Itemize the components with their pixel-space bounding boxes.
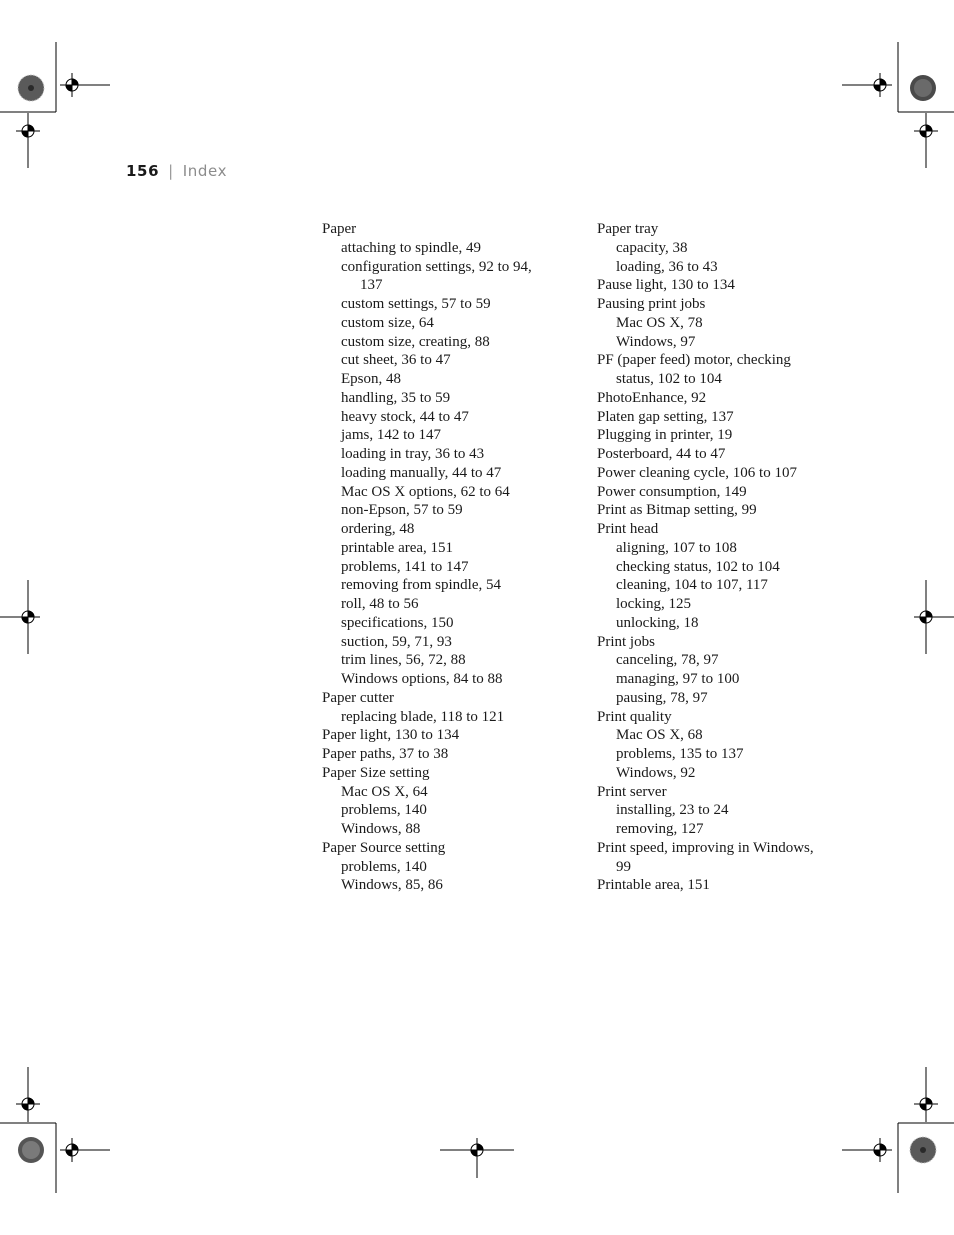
entry-text: Paper Size setting <box>322 764 430 781</box>
entry-text: Paper <box>322 221 357 237</box>
entry-text: problems, 140 <box>341 858 427 875</box>
entry-text: custom size, creating, 88 <box>341 333 490 350</box>
index-subentry <box>597 764 832 783</box>
index-entry <box>597 501 832 520</box>
crosshair-registration-icon <box>842 73 892 97</box>
index-subentry <box>322 595 562 614</box>
entry-text: Posterboard, 44 to 47 <box>597 446 726 462</box>
index-column-left <box>322 220 562 895</box>
index-subentry <box>597 258 832 277</box>
index-entry <box>597 426 832 445</box>
entry-text: Paper tray <box>597 221 659 237</box>
entry-text: locking, 125 <box>616 596 691 612</box>
entry-text: Windows, 88 <box>341 821 421 837</box>
index-subentry <box>322 295 562 314</box>
index-subentry <box>322 558 562 577</box>
crosshair-registration-icon <box>16 1067 40 1122</box>
index-entry <box>597 783 832 802</box>
entry-text: Printable area, 151 <box>597 877 710 894</box>
entry-text: printable area, 151 <box>341 539 454 556</box>
index-entry <box>597 520 832 539</box>
index-subentry <box>597 576 832 595</box>
index-subentry <box>597 820 832 839</box>
starburst-target-icon <box>910 1137 936 1163</box>
crosshair-registration-icon <box>440 1138 514 1178</box>
entry-text: Mac OS X, 68 <box>616 727 703 744</box>
index-subentry <box>322 333 562 352</box>
index-subentry <box>322 426 562 445</box>
entry-text: Paper cutter <box>322 689 395 706</box>
entry-text: Windows options, 84 to 88 <box>341 671 503 687</box>
entry-continuation: 137 <box>360 277 383 294</box>
entry-text: problems, 141 to 147 <box>341 558 469 575</box>
index-entry <box>322 745 562 764</box>
index-entry <box>322 220 562 239</box>
crosshair-registration-icon <box>914 1067 938 1122</box>
index-entry <box>597 445 832 464</box>
index-subentry <box>322 314 562 333</box>
index-entry <box>597 276 832 295</box>
index-subentry <box>322 258 562 296</box>
index-subentry <box>322 389 562 408</box>
index-subentry <box>597 595 832 614</box>
crosshair-registration-icon <box>842 1138 892 1162</box>
entry-text: removing from spindle, 54 <box>341 577 501 594</box>
entry-text: heavy stock, 44 to 47 <box>341 408 469 425</box>
index-entry <box>597 464 832 483</box>
entry-text: trim lines, 56, 72, 88 <box>341 652 466 669</box>
entry-text: non-Epson, 57 to 59 <box>341 502 463 519</box>
index-subentry <box>597 614 832 633</box>
entry-text: canceling, 78, 97 <box>616 652 719 669</box>
index-entry <box>597 483 832 502</box>
entry-text: removing, 127 <box>616 821 704 837</box>
index-entry <box>597 876 832 895</box>
entry-text: Pausing print jobs <box>597 296 706 312</box>
crosshair-registration-icon <box>60 1138 110 1162</box>
entry-continuation: status, 102 to 104 <box>616 371 722 387</box>
page-number: 156 <box>126 162 160 180</box>
entry-continuation: 99 <box>616 858 631 875</box>
entry-text: ordering, 48 <box>341 521 415 537</box>
entry-text: Pause light, 130 to 134 <box>597 277 735 294</box>
starburst-target-icon <box>18 1137 44 1163</box>
index-entry <box>322 726 562 745</box>
entry-text: PF (paper feed) motor, checking <box>597 352 791 369</box>
entry-text: replacing blade, 118 to 121 <box>341 708 505 725</box>
running-header <box>126 162 227 180</box>
index-subentry <box>322 708 562 727</box>
starburst-target-icon <box>910 75 936 101</box>
index-subentry <box>322 670 562 689</box>
entry-text: Mac OS X, 64 <box>341 783 428 800</box>
index-entry <box>322 764 562 783</box>
crosshair-registration-icon <box>0 580 40 654</box>
crosshair-registration-icon <box>60 73 110 97</box>
index-subentry <box>322 651 562 670</box>
index-subentry <box>322 464 562 483</box>
entry-text: Print jobs <box>597 633 655 650</box>
entry-text: Windows, 85, 86 <box>341 877 443 894</box>
entry-text: configuration settings, 92 to 94, <box>341 258 532 275</box>
entry-text: cut sheet, 36 to 47 <box>341 352 451 369</box>
index-subentry <box>597 726 832 745</box>
index-subentry <box>322 576 562 595</box>
index-subentry <box>597 314 832 333</box>
index-entry <box>597 708 832 727</box>
entry-text: Power consumption, 149 <box>597 483 747 500</box>
index-subentry <box>322 501 562 520</box>
entry-text: Print speed, improving in Windows, <box>597 839 814 856</box>
index-subentry <box>322 820 562 839</box>
index-entry <box>597 220 832 239</box>
index-subentry <box>322 876 562 895</box>
index-entry <box>597 351 832 389</box>
entry-text: pausing, 78, 97 <box>616 689 708 706</box>
crosshair-registration-icon <box>16 113 40 168</box>
index-entry <box>597 389 832 408</box>
entry-text: Power cleaning cycle, 106 to 107 <box>597 464 797 481</box>
entry-text: problems, 140 <box>341 802 427 819</box>
entry-text: aligning, 107 to 108 <box>616 539 737 556</box>
entry-text: Print head <box>597 521 659 537</box>
entry-text: roll, 48 to 56 <box>341 596 419 612</box>
index-subentry <box>597 745 832 764</box>
entry-text: installing, 23 to 24 <box>616 802 729 819</box>
entry-text: Paper paths, 37 to 38 <box>322 746 449 762</box>
index-subentry <box>322 801 562 820</box>
entry-text: capacity, 38 <box>616 239 688 256</box>
entry-text: Mac OS X, 78 <box>616 314 703 331</box>
entry-text: Platen gap setting, 137 <box>597 408 734 425</box>
crosshair-registration-icon <box>914 580 954 654</box>
index-subentry <box>322 539 562 558</box>
entry-text: Mac OS X options, 62 to 64 <box>341 483 510 500</box>
crosshair-registration-icon <box>914 113 938 168</box>
index-subentry <box>322 445 562 464</box>
index-subentry <box>322 520 562 539</box>
entry-text: attaching to spindle, 49 <box>341 239 481 256</box>
entry-text: cleaning, 104 to 107, 117 <box>616 577 768 594</box>
index-subentry <box>597 651 832 670</box>
header-separator: | <box>168 162 174 180</box>
entry-text: PhotoEnhance, 92 <box>597 389 707 406</box>
entry-text: loading, 36 to 43 <box>616 258 718 275</box>
entry-text: Paper light, 130 to 134 <box>322 727 460 744</box>
entry-text: Paper Source setting <box>322 839 446 856</box>
index-column-right <box>597 220 832 895</box>
index-subentry <box>597 801 832 820</box>
index-subentry <box>322 614 562 633</box>
index-entry <box>597 295 832 314</box>
entry-text: Print quality <box>597 708 672 725</box>
index-subentry <box>322 483 562 502</box>
index-subentry <box>322 370 562 389</box>
entry-text: custom size, 64 <box>341 314 434 331</box>
entry-text: Windows, 92 <box>616 764 696 781</box>
index-subentry <box>322 351 562 370</box>
index-entry <box>597 408 832 427</box>
index-subentry <box>597 670 832 689</box>
entry-text: loading manually, 44 to 47 <box>341 464 502 481</box>
entry-text: Windows, 97 <box>616 333 696 350</box>
entry-text: Plugging in printer, 19 <box>597 427 733 444</box>
entry-text: unlocking, 18 <box>616 614 699 631</box>
index-subentry <box>322 408 562 427</box>
index-subentry <box>322 858 562 877</box>
entry-text: handling, 35 to 59 <box>341 389 451 406</box>
entry-text: jams, 142 to 147 <box>341 427 441 444</box>
index-subentry <box>322 633 562 652</box>
entry-text: Print as Bitmap setting, 99 <box>597 502 757 519</box>
index-subentry <box>597 558 832 577</box>
entry-text: suction, 59, 71, 93 <box>341 633 452 650</box>
index-subentry <box>597 539 832 558</box>
entry-text: Print server <box>597 783 667 800</box>
starburst-target-icon <box>18 75 44 101</box>
entry-text: specifications, 150 <box>341 614 454 631</box>
index-subentry <box>597 239 832 258</box>
entry-text: custom settings, 57 to 59 <box>341 296 491 312</box>
entry-text: problems, 135 to 137 <box>616 746 744 762</box>
index-subentry <box>597 333 832 352</box>
index-subentry <box>322 239 562 258</box>
index-entry <box>322 839 562 858</box>
entry-text: Epson, 48 <box>341 371 401 387</box>
index-entry <box>597 633 832 652</box>
section-title: Index <box>182 162 228 180</box>
index-entry <box>597 839 832 877</box>
index-subentry <box>597 689 832 708</box>
index-entry <box>322 689 562 708</box>
entry-text: checking status, 102 to 104 <box>616 558 780 575</box>
entry-text: loading in tray, 36 to 43 <box>341 446 485 462</box>
index-subentry <box>322 783 562 802</box>
entry-text: managing, 97 to 100 <box>616 671 740 687</box>
